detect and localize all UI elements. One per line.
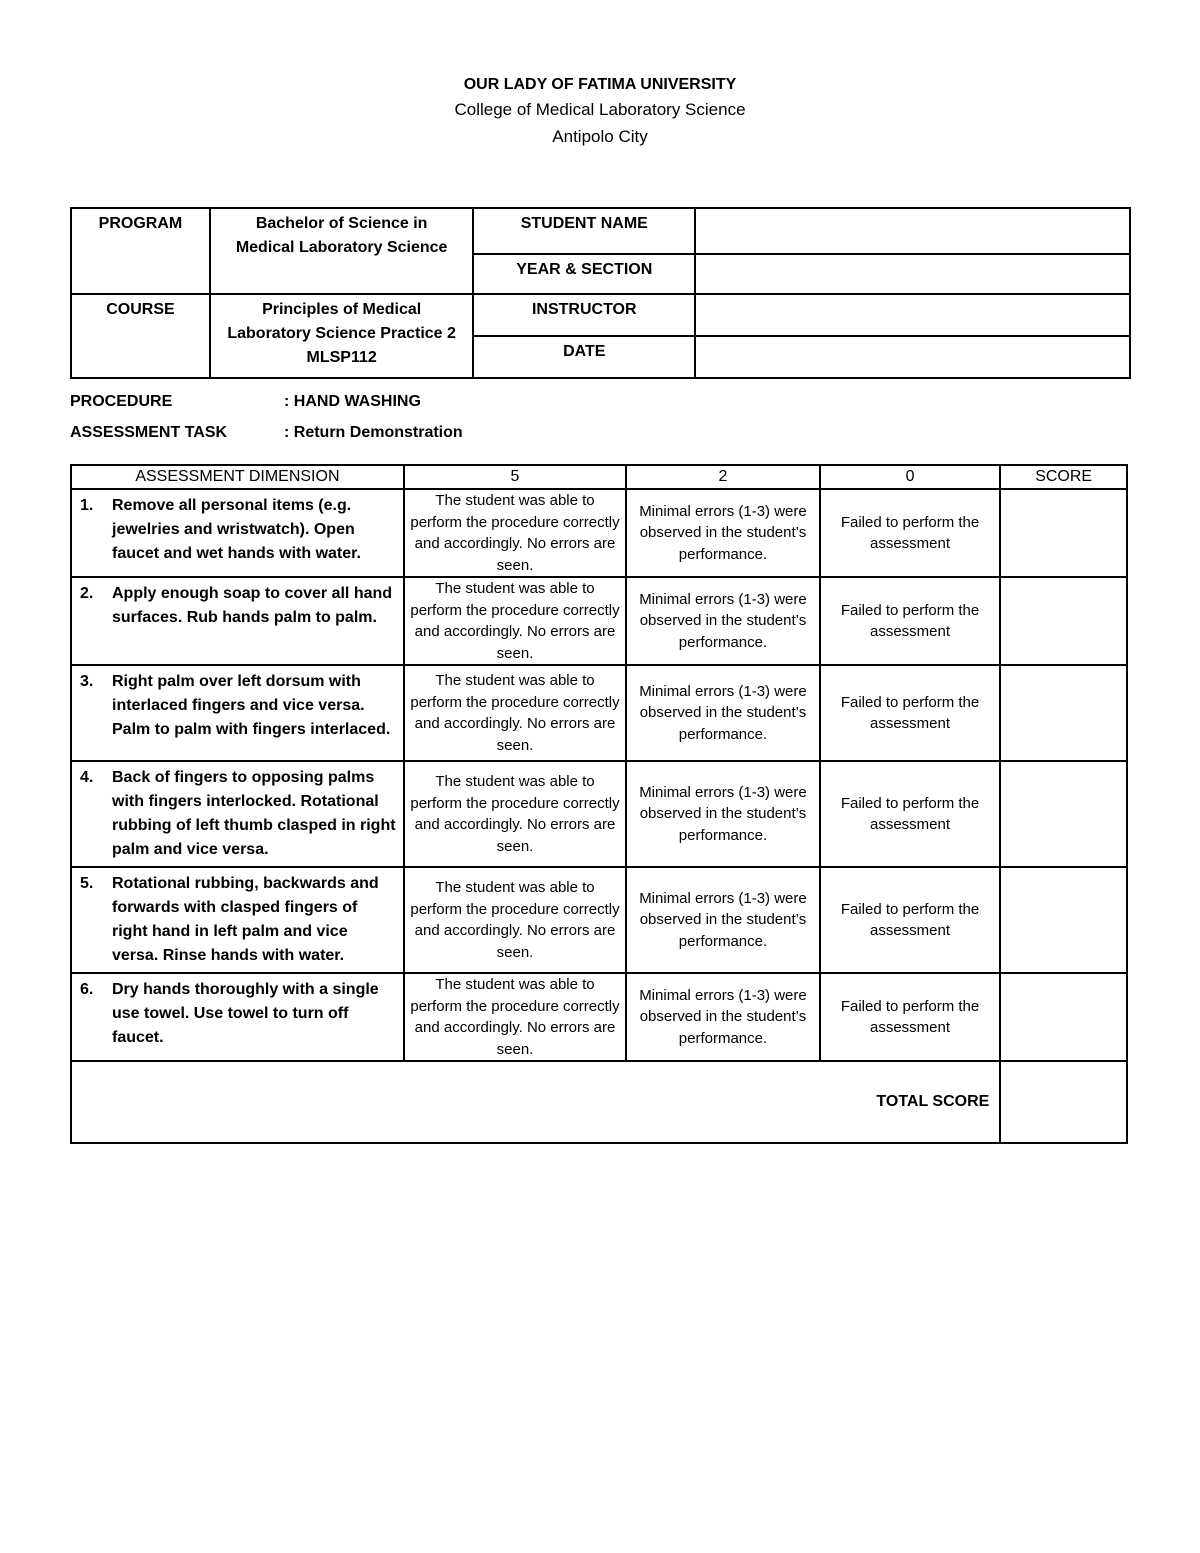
step-number: 2. [80,585,94,602]
university-name: OUR LADY OF FATIMA UNIVERSITY [463,76,737,93]
assessment-task-line [70,424,463,442]
year-section-label: YEAR & SECTION [473,254,695,294]
total-score-cell[interactable] [1000,1061,1127,1143]
criteria-5-cell: The student was able to perform the procedure correctly and accordingly. No errors are seen. [404,577,626,665]
header-score-2: 2 [626,465,820,489]
dimension-cell [71,761,404,867]
course-info-table [70,207,1131,379]
criteria-0-cell: Failed to perform the assessment [820,973,1001,1061]
instructor-label: INSTRUCTOR [473,294,695,336]
dimension-cell [71,867,404,973]
step-text: Dry hands thoroughly with a single use towel. Use towel to turn off faucet. [112,981,379,1046]
year-section-field[interactable] [695,254,1130,294]
criteria-0-cell: Failed to perform the assessment [820,867,1001,973]
header-score: SCORE [1000,465,1127,489]
date-field[interactable] [695,336,1130,378]
procedure-value: : HAND WASHING [284,393,421,410]
step-number: 1. [80,497,94,514]
step-number: 6. [80,981,94,998]
score-cell[interactable] [1000,665,1127,761]
criteria-2-cell: Minimal errors (1-3) were observed in the student’s performance. [626,867,820,973]
program-value [210,208,474,294]
college-name: College of Medical Laboratory Science [454,100,746,119]
procedure-line [70,393,421,411]
course-label: COURSE [71,294,210,378]
course-value-line3: MLSP112 [306,349,377,366]
score-cell[interactable] [1000,973,1127,1061]
score-cell[interactable] [1000,489,1127,577]
date-label: DATE [473,336,695,378]
dimension-cell [71,973,404,1061]
document-header [0,74,1200,150]
criteria-2-cell: Minimal errors (1-3) were observed in the student’s performance. [626,761,820,867]
rubric-table [70,464,1128,1144]
criteria-0-cell: Failed to perform the assessment [820,577,1001,665]
criteria-0-cell: Failed to perform the assessment [820,761,1001,867]
step-number: 4. [80,769,94,786]
program-value-line2: Medical Laboratory Science [235,239,448,256]
criteria-2-cell: Minimal errors (1-3) were observed in the student’s performance. [626,577,820,665]
total-score-label: TOTAL SCORE [71,1061,1000,1143]
criteria-5-cell: The student was able to perform the procedure correctly and accordingly. No errors are seen. [404,665,626,761]
step-text: Right palm over left dorsum with interlaced fingers and vice versa. Palm to palm with fingers interlaced. [112,673,391,738]
header-assessment-dimension: ASSESSMENT DIMENSION [71,465,404,489]
header-score-5: 5 [404,465,626,489]
step-text: Remove all personal items (e.g. jewelries and wristwatch). Open faucet and wet hands with water. [112,497,361,562]
student-name-field[interactable] [695,208,1130,254]
step-number: 3. [80,673,94,690]
criteria-2-cell: Minimal errors (1-3) were observed in the student’s performance. [626,489,820,577]
criteria-5-cell: The student was able to perform the procedure correctly and accordingly. No errors are seen. [404,761,626,867]
criteria-5-cell: The student was able to perform the procedure correctly and accordingly. No errors are seen. [404,489,626,577]
dimension-cell [71,577,404,665]
criteria-0-cell: Failed to perform the assessment [820,489,1001,577]
course-value-line1: Principles of Medical [262,301,422,318]
course-value [210,294,474,378]
step-text: Apply enough soap to cover all hand surfaces. Rub hands palm to palm. [112,585,393,626]
score-cell[interactable] [1000,867,1127,973]
criteria-2-cell: Minimal errors (1-3) were observed in the student’s performance. [626,665,820,761]
table-row [71,577,1127,665]
criteria-0-cell: Failed to perform the assessment [820,665,1001,761]
criteria-2-cell: Minimal errors (1-3) were observed in the student’s performance. [626,973,820,1061]
header-score-0: 0 [820,465,1001,489]
criteria-5-cell: The student was able to perform the procedure correctly and accordingly. No errors are seen. [404,973,626,1061]
instructor-field[interactable] [695,294,1130,336]
score-cell[interactable] [1000,761,1127,867]
dimension-cell [71,489,404,577]
table-row [71,867,1127,973]
criteria-5-cell: The student was able to perform the procedure correctly and accordingly. No errors are seen. [404,867,626,973]
city-name: Antipolo City [552,127,648,146]
score-cell[interactable] [1000,577,1127,665]
step-text: Rotational rubbing, backwards and forwards with clasped fingers of right hand in left palm and vice versa. Rinse hands with water. [112,875,379,964]
student-name-label: STUDENT NAME [473,208,695,254]
assessment-task-label: ASSESSMENT TASK [70,424,228,441]
program-value-line1: Bachelor of Science in [255,215,428,232]
step-text: Back of fingers to opposing palms with fingers interlocked. Rotational rubbing of left thumb clasped in right palm and vice versa. [112,769,396,858]
assessment-task-value: : Return Demonstration [284,424,463,441]
table-row [71,665,1127,761]
step-number: 5. [80,875,94,892]
table-row [71,973,1127,1061]
dimension-cell [71,665,404,761]
table-row [71,761,1127,867]
total-row [71,1061,1127,1143]
table-row [71,489,1127,577]
course-value-line2: Laboratory Science Practice 2 [227,325,456,342]
program-label: PROGRAM [71,208,210,294]
procedure-label: PROCEDURE [70,393,173,410]
